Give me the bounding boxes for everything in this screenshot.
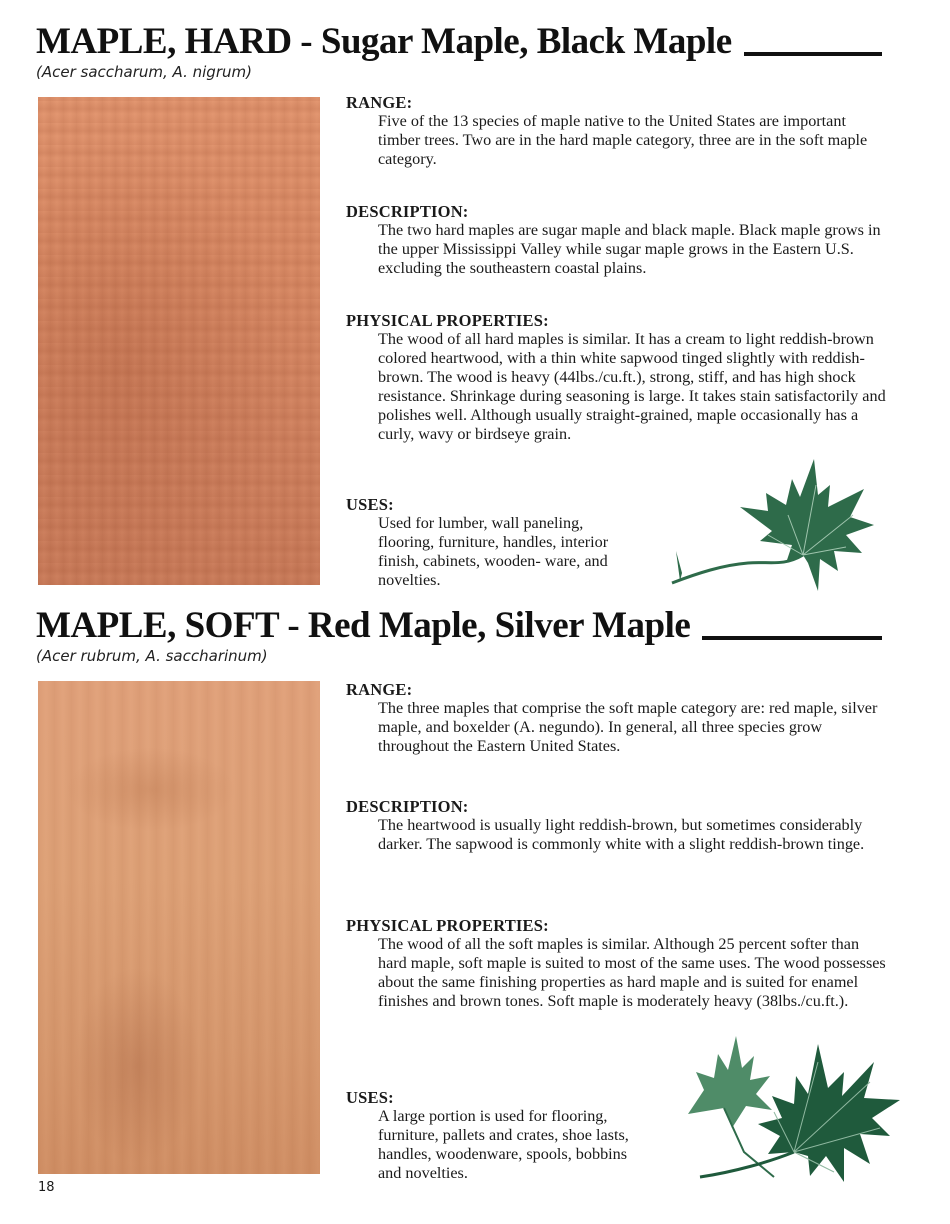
uses-heading: USES: [346,495,394,514]
physical-properties-heading: PHYSICAL PROPERTIES: [346,916,549,935]
soft-maple-latin-name: (Acer rubrum, A. saccharinum) [36,647,268,665]
title-rule [702,636,882,640]
soft-maple-description [346,797,891,854]
description-heading: DESCRIPTION: [346,797,469,816]
range-text: Five of the 13 species of maple native to the United States are important timber trees. Two are in the hard maple category, three are in the soft maple category. [378,112,868,168]
uses-text: Used for lumber, wall paneling, flooring, furniture, handles, interior finish, cabinets, wooden- ware, and novelties. [378,514,609,589]
range-text: The three maples that comprise the soft maple category are: red maple, silver maple, and boxelder (A. negundo). In general, all three species grow throughout the Eastern United States. [378,699,878,755]
soft-maple-physical [346,916,891,1011]
silver-maple-leaf-icon [684,1032,906,1190]
physical-properties-heading: PHYSICAL PROPERTIES: [346,311,549,330]
physical-properties-text: The wood of all hard maples is similar. It has a cream to light reddish-brown colored heartwood, with a thin white sapwood tinged slightly with reddish-brown. The wood is heavy (44lbs./cu.ft.), strong, stiff, and has high shock resistance. Shrinkage during seasoning is large. It takes stain satisfactorily and polishes well. Although usually straight-grained, maple occasionally has a curly, wavy or birdseye grain. [378,330,886,443]
description-text: The heartwood is usually light reddish-brown, but sometimes considerably darker. The sapwood is commonly white with a slight reddish-brown tinge. [378,816,865,853]
hard-maple-title-row [36,22,882,62]
uses-text: A large portion is used for flooring, furniture, pallets and crates, shoe lasts, handles, woodenware, spools, bobbins and novelties. [378,1107,629,1182]
uses-heading: USES: [346,1088,394,1107]
hard-maple-physical [346,311,891,443]
sugar-maple-leaf-icon [668,455,880,603]
hard-maple-text [346,93,891,169]
range-heading: RANGE: [346,93,413,112]
title-rule [744,52,882,56]
hard-maple-description [346,202,891,278]
soft-maple-wood-sample [38,681,320,1174]
description-text: The two hard maples are sugar maple and black maple. Black maple grows in the upper Mississippi Valley while sugar maple grows in the Eastern U.S. excluding the southeastern coastal plains. [378,221,881,277]
hard-maple-latin-name: (Acer saccharum, A. nigrum) [36,63,252,81]
range-heading: RANGE: [346,680,413,699]
soft-maple-title-row [36,606,882,646]
hard-maple-title: MAPLE, HARD - Sugar Maple, Black Maple [36,21,732,62]
hard-maple-wood-sample [38,97,320,585]
soft-maple-range [346,680,891,756]
description-heading: DESCRIPTION: [346,202,469,221]
page-number: 18 [38,1180,55,1195]
physical-properties-text: The wood of all the soft maples is similar. Although 25 percent softer than hard maple, soft maple is suited to most of the same uses. The wood possesses about the same finishing properties as hard maple and is suited for enamel finishes and brown tones. Soft maple is moderately heavy (38lbs./cu.ft.). [378,935,886,1010]
soft-maple-title: MAPLE, SOFT - Red Maple, Silver Maple [36,605,691,646]
